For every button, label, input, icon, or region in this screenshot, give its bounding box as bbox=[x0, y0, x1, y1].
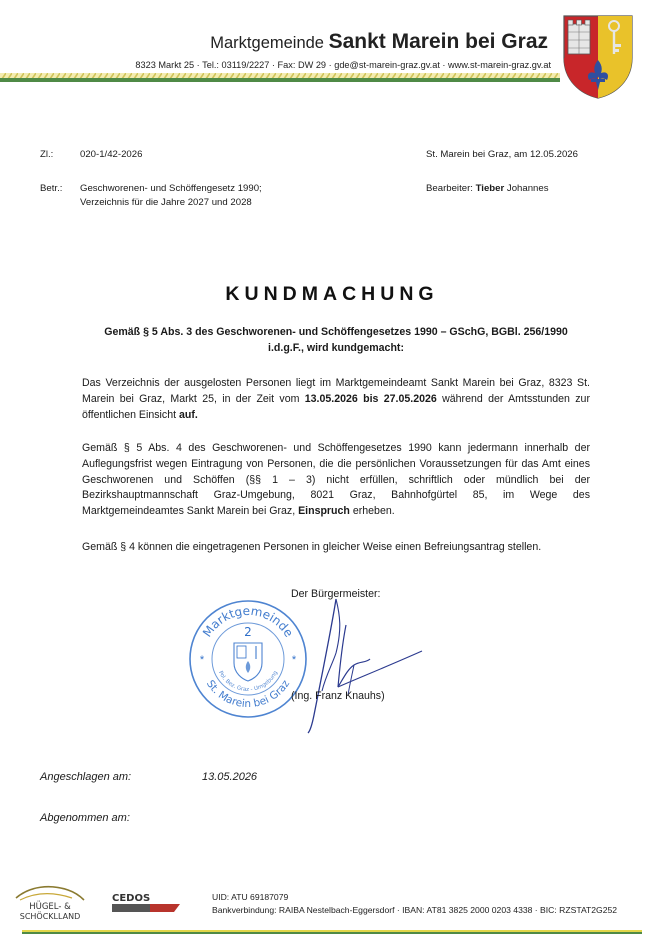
stamp-bottom-text: St. Marein bei Graz bbox=[203, 678, 293, 711]
clerk-label: Bearbeiter: bbox=[426, 183, 473, 194]
reference-label: Zl.: bbox=[40, 149, 54, 160]
footer-stripe bbox=[22, 930, 642, 934]
paragraph-inspection bbox=[82, 376, 590, 423]
svg-text:St. Marein bei Graz bbox=[204, 678, 293, 710]
p1-bis: bis bbox=[357, 392, 384, 405]
document-subtitle bbox=[70, 325, 602, 356]
place-and-date: St. Marein bei Graz, am 12.05.2026 bbox=[426, 149, 578, 160]
p2-einspruch: Einspruch bbox=[298, 505, 350, 518]
letterhead-stripe bbox=[0, 73, 560, 82]
letterhead-municipality: Sankt Marein bei Graz bbox=[328, 30, 548, 53]
document-title: KUNDMACHUNG bbox=[225, 283, 439, 305]
logo1-line1: HÜGEL- & bbox=[29, 902, 71, 912]
inspection-start-date: 13.05.2026 bbox=[304, 392, 358, 405]
logo2-text: CEDOS bbox=[112, 893, 151, 904]
letterhead-prefix: Marktgemeinde bbox=[210, 34, 324, 52]
p1-text-a: Das Verzeichnis der ausgelosten Personen liegt im Marktgemeindeamt Sankt Marein bei Graz, 8323 St. Marein bei Graz, Markt 25, in der Zeit vom bbox=[82, 377, 590, 405]
signature-role: Der Bürgermeister: bbox=[291, 588, 381, 600]
svg-text:*: * bbox=[199, 654, 205, 666]
clerk bbox=[426, 182, 549, 196]
footer-uid: UID: ATU 69187079 bbox=[212, 892, 289, 902]
p2-text-b: erheben. bbox=[349, 505, 395, 518]
subtitle-line-1: Gemäß § 5 Abs. 3 des Geschworenen- und Schöffengesetzes 1990 – GSchG, BGBl. 256/1990 bbox=[104, 326, 568, 338]
clerk-firstname: Johannes bbox=[506, 183, 549, 194]
p2-text-a: Gemäß § 5 Abs. 4 des Geschworenen- und Schöffengesetzes 1990 kann jedermann innerhalb der Auflegungsfrist wegen Eintragung von Personen, die die persönlichen Voraussetzungen für das Amt eines Geschworenen und Schöffen (§§ 1 – 3) nicht erfüllen, schriftlich oder mündlich bei der Bezirkshauptmannschaft Graz-Umgebung, 8021 Graz, Bahnhofgürtel 85, im Wege des Marktgemeindeamtes Sankt Marein bei Graz, bbox=[82, 442, 590, 518]
letterhead-contact: 8323 Markt 25 · Tel.: 03119/2227 · Fax: DW 29 · gde@st-marein-graz.gv.at · www.st-marein-graz.gv.at bbox=[135, 60, 551, 70]
paragraph-objection bbox=[82, 441, 590, 520]
letterhead-title bbox=[0, 30, 548, 54]
municipal-coat-of-arms-icon bbox=[562, 14, 634, 100]
handwritten-signature-icon bbox=[296, 595, 426, 735]
subtitle-line-2: i.d.g.F., wird kundgemacht: bbox=[268, 341, 404, 354]
paragraph-exemption: Gemäß § 4 können die eingetragenen Personen in gleicher Weise einen Befreiungsantrag stellen. bbox=[82, 541, 542, 553]
p1-text-b: während der Amtsstunden zur öffentlichen Einsicht bbox=[82, 392, 590, 421]
footer-bank: Bankverbindung: RAIBA Nestelbach-Eggersdorf · IBAN: AT81 3825 2000 0203 4338 · BIC: RZSTAT2G252 bbox=[212, 905, 618, 915]
regional-logo-icon bbox=[10, 882, 90, 922]
stamp-top-text: Marktgemeinde bbox=[200, 603, 297, 640]
posted-label: Angeschlagen am: bbox=[40, 771, 132, 783]
svg-text:Pol. Bez. Graz - Umgebung bbox=[217, 670, 279, 693]
removed-label: Abgenommen am: bbox=[40, 812, 130, 824]
p1-auf: auf. bbox=[178, 408, 198, 421]
clerk-surname: Tieber bbox=[475, 183, 505, 194]
reference-number: 020-1/42-2026 bbox=[80, 149, 143, 160]
mayor-name: (Ing. Franz Knauhs) bbox=[291, 690, 385, 702]
official-stamp-icon bbox=[186, 597, 310, 721]
svg-text:*: * bbox=[291, 654, 297, 666]
stamp-inner-text: Pol. Bez. Graz - Umgebung bbox=[216, 670, 280, 694]
subject-line-1: Geschworenen- und Schöffengesetz 1990; bbox=[80, 183, 262, 194]
cedos-logo-icon bbox=[108, 890, 184, 920]
subject-line-2: Verzeichnis für die Jahre 2027 und 2028 bbox=[80, 197, 252, 208]
inspection-end-date: 27.05.2026 bbox=[383, 392, 437, 405]
stamp-number: 2 bbox=[244, 625, 252, 639]
subject-label: Betr.: bbox=[40, 183, 63, 194]
posted-date: 13.05.2026 bbox=[202, 771, 258, 783]
logo1-line2: SCHÖCKLLAND bbox=[19, 912, 81, 921]
